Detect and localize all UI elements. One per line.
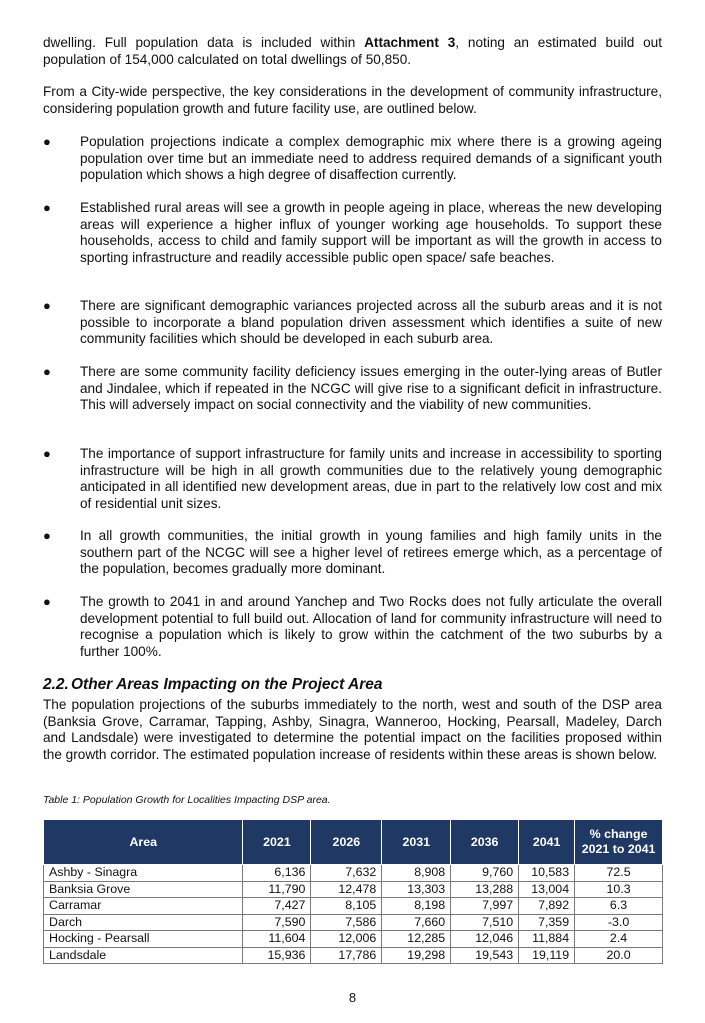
bullet-item [43,200,662,266]
bullet-text: Established rural areas will see a growth in people ageing in place, whereas the new developing areas will experience a higher influx of younger working age households. To support these households, access to child and family support will be important as will the growth in access to sporting infrastructure and readily accessible public open space/ safe beaches. [80,200,662,265]
area-cell: Ashby - Sinagra [44,865,243,882]
bullet-text: There are significant demographic variances projected across all the suburb areas and it is not possible to incorporate a bland population driven assessment which identifies a suite of new community facilities which should be developed in each suburb area. [80,298,662,347]
column-header: 2026 [311,820,382,865]
bullet-text: Population projections indicate a complex demographic mix where there is a growing ageing population over time but an immediate need to address required demands of a significant youth population which shows a high degree of disaffection currently. [80,134,662,183]
table-row [44,931,663,948]
value-cell: 11,884 [519,931,575,948]
column-header: Area [44,820,243,865]
intro-paragraph-1 [43,35,662,68]
bullet-text: The importance of support infrastructure for family units and increase in accessibility to sporting infrastructure will be high in all growth communities due to the relatively young demographic anticipated in all identified new development areas, due in part to the relatively low cost and mix of residential unit sizes. [80,446,662,511]
value-cell: 13,288 [451,881,519,898]
value-cell: 12,285 [382,931,451,948]
bullet-icon: ● [43,364,51,379]
area-cell: Landsdale [44,947,243,964]
value-cell: 12,046 [451,931,519,948]
percent-change-cell: 72.5 [575,865,663,882]
value-cell: 7,427 [243,898,311,915]
value-cell: 8,908 [382,865,451,882]
value-cell: 17,786 [311,947,382,964]
percent-change-cell: 10.3 [575,881,663,898]
bullet-icon: ● [43,298,51,313]
value-cell: 11,790 [243,881,311,898]
intro-text-b: , noting an estimated build out population of 154,000 calculated on total dwellings of 50,850. [43,35,662,67]
bullet-item [43,594,662,660]
bullet-icon: ● [43,446,51,461]
value-cell: 19,543 [451,947,519,964]
value-cell: 8,198 [382,898,451,915]
area-cell: Banksia Grove [44,881,243,898]
table-row [44,947,663,964]
value-cell: 19,119 [519,947,575,964]
intro-paragraph-2: From a City-wide perspective, the key considerations in the development of community infrastructure, considering population growth and future facility use, are outlined below. [43,84,662,116]
value-cell: 15,936 [243,947,311,964]
table-row [44,881,663,898]
section-number: 2.2. [43,676,69,693]
area-cell: Darch [44,914,243,931]
column-header: 2031 [382,820,451,865]
column-header: % change 2021 to 2041 [575,820,663,865]
bullet-item [43,364,662,414]
column-header: 2041 [519,820,575,865]
table-header-row [44,820,663,865]
value-cell: 7,510 [451,914,519,931]
bullet-text: The growth to 2041 in and around Yanchep and Two Rocks does not fully articulate the overall development potential to full build out. Allocation of land for community infrastructure will need to recognise a population which is likely to grow within the catchment of the two suburbs by a further 100%. [80,594,662,659]
percent-change-cell: -3.0 [575,914,663,931]
value-cell: 12,478 [311,881,382,898]
bullet-text: There are some community facility deficiency issues emerging in the outer-lying areas of Butler and Jindalee, which if repeated in the NCGC will give rise to a significant deficit in infrastructure. This will adversely impact on social connectivity and the viability of new communities. [80,364,662,413]
section-title: Other Areas Impacting on the Project Area [71,676,383,693]
bullet-item [43,528,662,578]
table-row [44,898,663,915]
bullet-item [43,134,662,184]
area-cell: Hocking - Pearsall [44,931,243,948]
percent-change-cell: 2.4 [575,931,663,948]
column-header: 2021 [243,820,311,865]
value-cell: 7,997 [451,898,519,915]
population-table [43,819,663,964]
value-cell: 7,586 [311,914,382,931]
bullet-icon: ● [43,594,51,609]
value-cell: 7,892 [519,898,575,915]
value-cell: 11,604 [243,931,311,948]
value-cell: 7,660 [382,914,451,931]
table-row [44,865,663,882]
value-cell: 9,760 [451,865,519,882]
column-header: 2036 [451,820,519,865]
bullet-text: In all growth communities, the initial growth in young families and high family units in the southern part of the NCGC will see a higher level of retirees emerge which, as a percentage of the population, becomes gradually more dominant. [80,528,662,577]
table-caption: Table 1: Population Growth for Localities Impacting DSP area. [43,794,331,806]
percent-change-cell: 6.3 [575,898,663,915]
section-body: The population projections of the suburbs immediately to the north, west and south of the DSP area (Banksia Grove, Carramar, Tapping, Ashby, Sinagra, Wanneroo, Hocking, Pearsall, Madeley, Darch and Landsdale) were investigated to determine the potential impact on the facilities proposed within the growth corridor. The estimated population increase of residents within these areas is shown below. [43,697,662,762]
area-cell: Carramar [44,898,243,915]
value-cell: 12,006 [311,931,382,948]
attachment-reference: Attachment 3 [364,35,456,50]
value-cell: 6,136 [243,865,311,882]
value-cell: 13,004 [519,881,575,898]
percent-change-cell: 20.0 [575,947,663,964]
value-cell: 7,359 [519,914,575,931]
section-heading [43,675,662,694]
value-cell: 13,303 [382,881,451,898]
intro-text-a: dwelling. Full population data is included within [43,35,365,50]
bullet-item [43,298,662,348]
value-cell: 10,583 [519,865,575,882]
table-row [44,914,663,931]
bullet-icon: ● [43,200,51,215]
value-cell: 8,105 [311,898,382,915]
value-cell: 19,298 [382,947,451,964]
value-cell: 7,590 [243,914,311,931]
page-number: 8 [348,990,357,1005]
bullet-item [43,446,662,512]
bullet-icon: ● [43,528,51,543]
bullet-icon: ● [43,134,51,149]
value-cell: 7,632 [311,865,382,882]
